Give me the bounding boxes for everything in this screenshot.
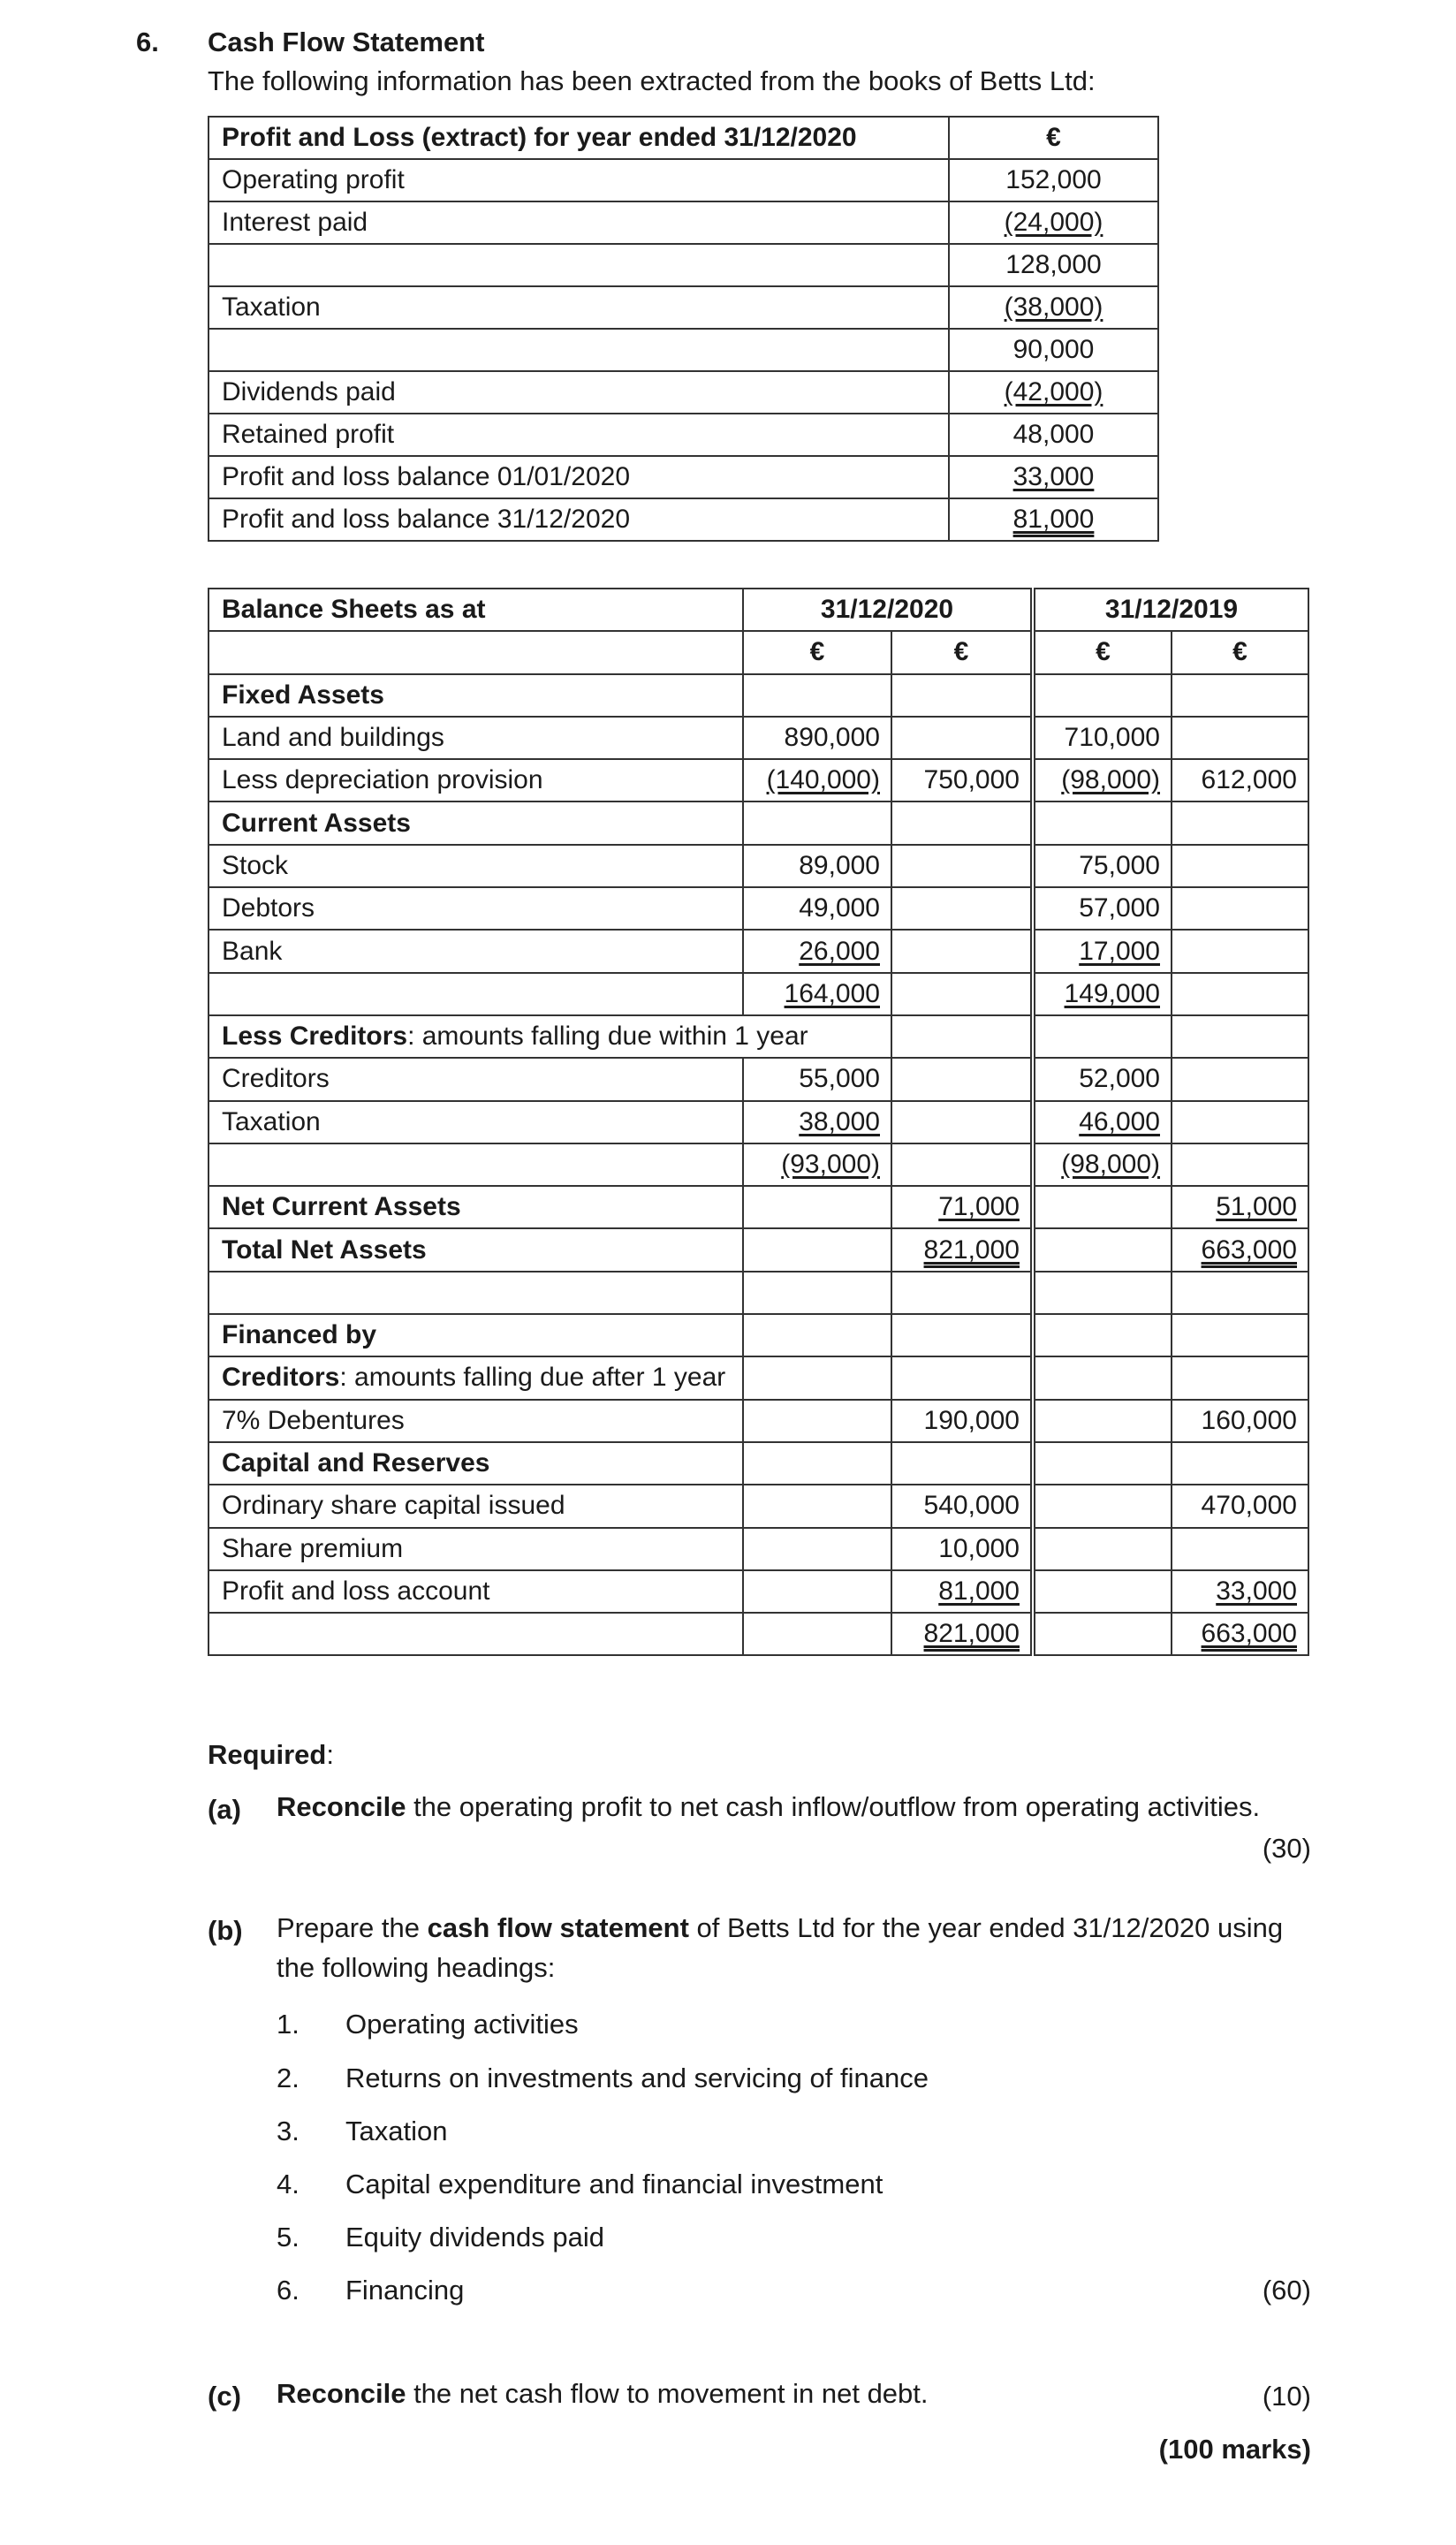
- pl-header-currency: €: [949, 117, 1158, 159]
- pl-label: [209, 329, 949, 371]
- bs-row: [209, 845, 1308, 887]
- bs-row: [209, 1228, 1308, 1271]
- bs-label: 7% Debentures: [209, 1400, 743, 1442]
- balance-sheet-table: [208, 588, 1309, 1656]
- bs-label: Land and buildings: [209, 717, 743, 759]
- pl-amount: 128,000: [1005, 250, 1102, 279]
- bs-value: (98,000): [1061, 1150, 1160, 1179]
- pl-label: Profit and loss balance 01/01/2020: [209, 456, 949, 498]
- bs-value: 750,000: [891, 759, 1033, 801]
- bs-value: 663,000: [1201, 1619, 1297, 1649]
- bs-value: 55,000: [743, 1058, 891, 1100]
- heading-number: 2.: [277, 2063, 300, 2093]
- bs-value: 663,000: [1201, 1235, 1297, 1265]
- intro-text: The following information has been extracted from the books of Betts Ltd:: [208, 65, 1096, 96]
- bs-value: 49,000: [743, 887, 891, 930]
- bs-row: [209, 973, 1308, 1015]
- bs-value: 89,000: [743, 845, 891, 887]
- pl-label: Profit and loss balance 31/12/2020: [209, 498, 949, 541]
- bs-label: Bank: [209, 930, 743, 972]
- question-title: Cash Flow Statement: [208, 27, 485, 57]
- bs-value: (140,000): [766, 765, 880, 795]
- bs-row: [209, 674, 1308, 717]
- bs-currency: €: [1033, 631, 1172, 673]
- bs-label: Profit and loss account: [209, 1570, 743, 1613]
- pl-amount: 33,000: [1012, 462, 1095, 491]
- heading-text: Operating activities: [345, 2009, 579, 2040]
- bs-row: [209, 1058, 1308, 1100]
- bs-value: 38,000: [799, 1106, 880, 1136]
- bs-row: [209, 1485, 1308, 1527]
- bs-label: [209, 1143, 743, 1186]
- bs-value: 75,000: [1033, 845, 1172, 887]
- pl-row: [209, 498, 1158, 541]
- bs-value: 821,000: [923, 1235, 1020, 1265]
- bs-value: 10,000: [891, 1528, 1033, 1570]
- bs-row: [209, 1400, 1308, 1442]
- heading-number: 3.: [277, 2116, 300, 2146]
- bs-value: 81,000: [938, 1576, 1020, 1606]
- bs-value: 57,000: [1033, 887, 1172, 930]
- heading-text: Equity dividends paid: [345, 2222, 604, 2253]
- heading-number: 1.: [277, 2009, 300, 2040]
- bs-row: [209, 1570, 1308, 1613]
- pl-label: Operating profit: [209, 159, 949, 201]
- bs-currency: €: [891, 631, 1033, 673]
- part-a-letter: (a): [208, 1794, 241, 1825]
- bs-value: 33,000: [1216, 1576, 1297, 1606]
- question-number: 6.: [136, 27, 159, 57]
- bs-row: [209, 759, 1308, 801]
- bs-currency: €: [743, 631, 891, 673]
- pl-amount: 48,000: [1012, 420, 1095, 449]
- required-label: Required:: [208, 1739, 334, 1770]
- bs-label: Stock: [209, 845, 743, 887]
- pl-label: Dividends paid: [209, 371, 949, 414]
- pl-row: [209, 244, 1158, 286]
- pl-amount: 81,000: [1012, 505, 1095, 534]
- bs-label: Ordinary share capital issued: [209, 1485, 743, 1527]
- bs-value: 52,000: [1033, 1058, 1172, 1100]
- bs-value: 17,000: [1079, 936, 1160, 966]
- part-b-letter: (b): [208, 1915, 243, 1946]
- pl-label: [209, 244, 949, 286]
- part-b-text: Prepare the cash flow statement of Betts Ltd for the year ended 31/12/2020 using: [277, 1912, 1284, 1943]
- part-b-text-line2: the following headings:: [277, 1952, 556, 1983]
- part-b-marks: (60): [1262, 2275, 1311, 2306]
- bs-value: 160,000: [1172, 1400, 1308, 1442]
- bs-label: Less depreciation provision: [209, 759, 743, 801]
- bs-value: 612,000: [1172, 759, 1308, 801]
- bs-row: [209, 1314, 1308, 1356]
- bs-title-row: [209, 589, 1308, 631]
- part-a-text: Reconcile the operating profit to net cash inflow/outflow from operating activities.: [277, 1791, 1261, 1822]
- bs-label: Financed by: [209, 1314, 743, 1356]
- bs-row: [209, 717, 1308, 759]
- bs-row: [209, 1442, 1308, 1485]
- bs-date-2019: 31/12/2019: [1033, 589, 1308, 631]
- bs-currency: €: [1172, 631, 1308, 673]
- heading-number: 6.: [277, 2275, 300, 2306]
- heading-text: Financing: [345, 2275, 465, 2306]
- pl-amount: (24,000): [1004, 208, 1103, 237]
- bs-label: Capital and Reserves: [209, 1442, 743, 1485]
- heading-text: Taxation: [345, 2116, 448, 2146]
- bs-label: Share premium: [209, 1528, 743, 1570]
- bs-row: [209, 1186, 1308, 1228]
- pl-amount: (38,000): [1004, 292, 1103, 322]
- pl-row: [209, 414, 1158, 456]
- bs-date-2020: 31/12/2020: [743, 589, 1033, 631]
- bs-row: [209, 1101, 1308, 1143]
- bs-label-bold: Less Creditors: [222, 1022, 408, 1052]
- bs-row: [209, 1613, 1308, 1655]
- pl-label: Taxation: [209, 286, 949, 329]
- bs-value: (98,000): [1061, 765, 1160, 795]
- profit-loss-table: [208, 116, 1159, 542]
- pl-row: [209, 371, 1158, 414]
- bs-value: 71,000: [938, 1192, 1020, 1222]
- part-c-letter: (c): [208, 2381, 241, 2412]
- bs-value: 821,000: [923, 1619, 1020, 1649]
- heading-number: 4.: [277, 2169, 300, 2199]
- pl-row: [209, 286, 1158, 329]
- bs-label: Debtors: [209, 887, 743, 930]
- total-marks: (100 marks): [1158, 2434, 1311, 2465]
- bs-value: 46,000: [1079, 1106, 1160, 1136]
- bs-value: 26,000: [799, 936, 880, 966]
- bs-label: Fixed Assets: [209, 674, 743, 717]
- bs-label-bold: Creditors: [222, 1363, 340, 1393]
- bs-label: Taxation: [209, 1101, 743, 1143]
- pl-label: Retained profit: [209, 414, 949, 456]
- pl-amount: 152,000: [1005, 165, 1102, 194]
- pl-row: [209, 456, 1158, 498]
- part-a-marks: (30): [1262, 1833, 1311, 1864]
- pl-row: [209, 329, 1158, 371]
- bs-label-rest: : amounts falling due after 1 year: [339, 1363, 726, 1393]
- bs-value: 190,000: [891, 1400, 1033, 1442]
- bs-label: Net Current Assets: [209, 1186, 743, 1228]
- bs-label: [209, 973, 743, 1015]
- pl-amount: 90,000: [1012, 335, 1095, 364]
- pl-row: [209, 159, 1158, 201]
- bs-value: 470,000: [1172, 1485, 1308, 1527]
- bs-row: [209, 1143, 1308, 1186]
- bs-label: [209, 1356, 743, 1399]
- pl-header-label: Profit and Loss (extract) for year ended 31/12/2020: [209, 117, 949, 159]
- bs-row: [209, 887, 1308, 930]
- heading-text: Returns on investments and servicing of finance: [345, 2063, 929, 2093]
- bs-label: Current Assets: [209, 801, 743, 844]
- bs-currency-row: [209, 631, 1308, 673]
- bs-value: 710,000: [1033, 717, 1172, 759]
- bs-value: 164,000: [784, 978, 880, 1008]
- bs-row: [209, 1272, 1308, 1314]
- bs-value: 149,000: [1064, 978, 1160, 1008]
- bs-label: Creditors: [209, 1058, 743, 1100]
- bs-row: [209, 1015, 1308, 1058]
- bs-value: (93,000): [781, 1150, 880, 1179]
- bs-row: [209, 801, 1308, 844]
- bs-title: Balance Sheets as at: [209, 589, 743, 631]
- bs-row: [209, 1528, 1308, 1570]
- bs-value: 540,000: [891, 1485, 1033, 1527]
- bs-value: 890,000: [743, 717, 891, 759]
- heading-text: Capital expenditure and financial investment: [345, 2169, 883, 2199]
- pl-header-row: [209, 117, 1158, 159]
- bs-label-rest: : amounts falling due within 1 year: [407, 1022, 808, 1052]
- bs-row: [209, 930, 1308, 972]
- pl-amount: (42,000): [1004, 377, 1103, 406]
- bs-label: [209, 1015, 891, 1058]
- bs-label: Total Net Assets: [209, 1228, 743, 1271]
- pl-label: Interest paid: [209, 201, 949, 244]
- bs-value: 51,000: [1216, 1192, 1297, 1222]
- part-c-marks: (10): [1262, 2381, 1311, 2412]
- bs-row: [209, 1356, 1308, 1399]
- pl-row: [209, 201, 1158, 244]
- part-c-text: Reconcile the net cash flow to movement in net debt.: [277, 2378, 929, 2409]
- heading-number: 5.: [277, 2222, 300, 2253]
